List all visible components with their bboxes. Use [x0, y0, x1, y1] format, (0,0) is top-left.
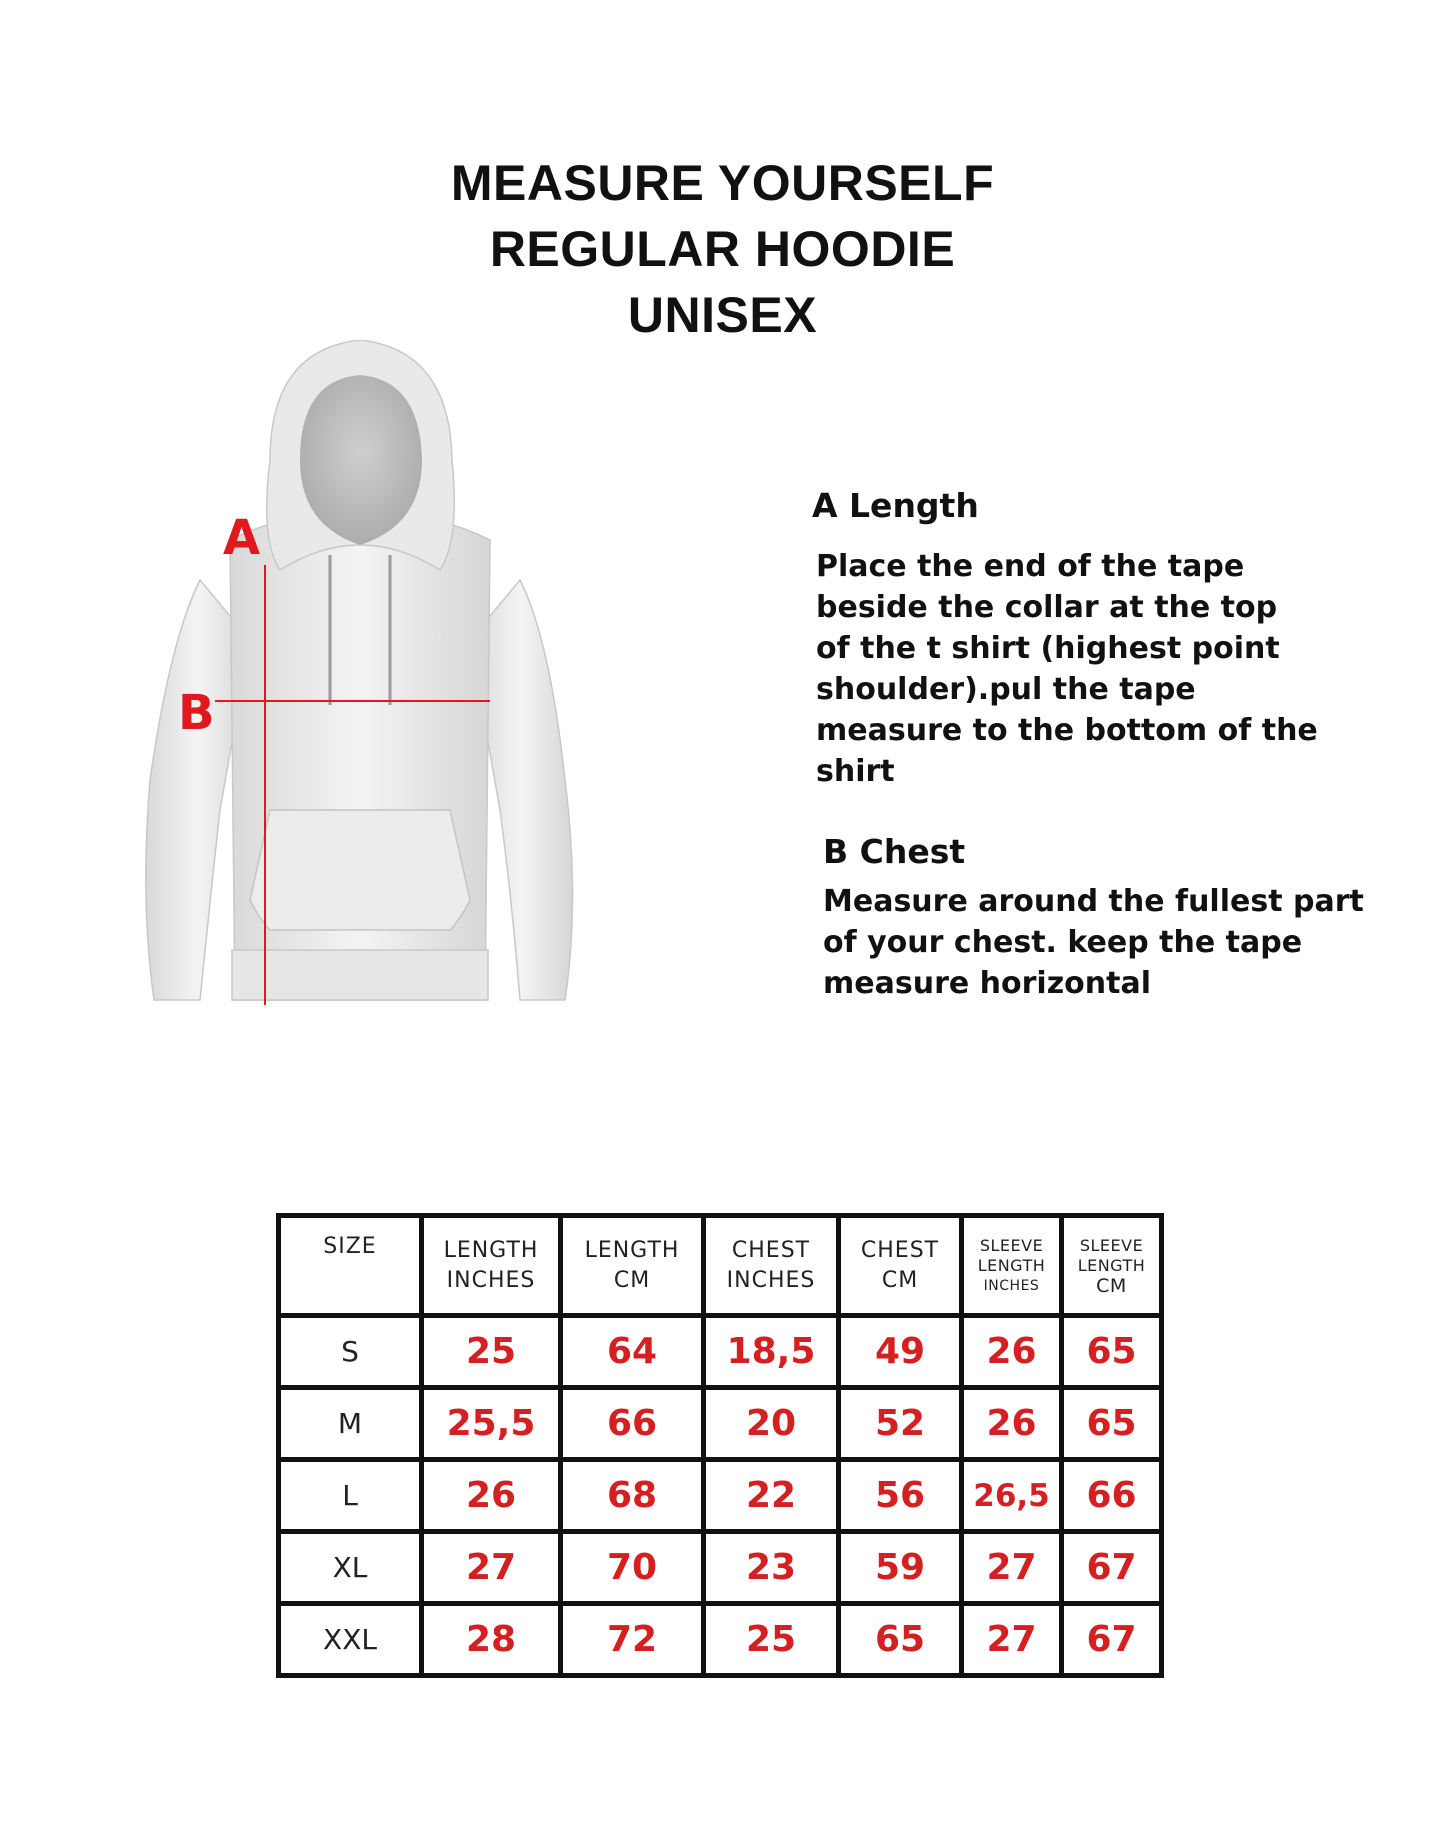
size-cell: M	[281, 1390, 419, 1457]
value-cell: 25	[706, 1606, 836, 1673]
table-row	[281, 1606, 1159, 1673]
header-length-inches: LENGTH INCHES	[424, 1218, 558, 1313]
section-a-line: measure to the bottom of the	[816, 713, 1318, 748]
value-cell: 22	[706, 1462, 836, 1529]
waistband	[232, 950, 488, 1000]
section-b-text	[823, 881, 1423, 1004]
value-cell: 25	[424, 1318, 558, 1385]
size-cell: XXL	[281, 1606, 419, 1673]
value-cell: 27	[964, 1534, 1059, 1601]
table-row	[281, 1318, 1159, 1385]
marker-a: A	[223, 510, 261, 566]
page-title	[0, 150, 1445, 348]
value-cell: 65	[841, 1606, 959, 1673]
value-cell: 27	[964, 1606, 1059, 1673]
value-cell: 25,5	[424, 1390, 558, 1457]
value-cell: 70	[563, 1534, 701, 1601]
size-cell: S	[281, 1318, 419, 1385]
value-cell: 65	[1064, 1390, 1159, 1457]
table-row	[281, 1534, 1159, 1601]
section-a-heading: A Length	[812, 486, 979, 525]
size-cell: XL	[281, 1534, 419, 1601]
value-cell: 28	[424, 1606, 558, 1673]
marker-b: B	[178, 685, 215, 741]
value-cell: 66	[1064, 1462, 1159, 1529]
title-line-3: UNISEX	[627, 287, 818, 343]
header-sleeve-cm: SLEEVE LENGTH CM	[1064, 1218, 1159, 1313]
value-cell: 52	[841, 1390, 959, 1457]
value-cell: 26	[424, 1462, 558, 1529]
size-chart-table	[276, 1213, 1146, 1678]
section-a-text	[816, 546, 1376, 792]
value-cell: 26,5	[964, 1462, 1059, 1529]
section-b-line: measure horizontal	[823, 966, 1151, 1001]
section-a-line: beside the collar at the top	[816, 590, 1278, 625]
section-b-heading: B Chest	[823, 832, 966, 871]
value-cell: 68	[563, 1462, 701, 1529]
section-a-line: of the t shirt (highest point	[816, 631, 1280, 666]
section-a-line: shirt	[816, 754, 895, 789]
value-cell: 23	[706, 1534, 836, 1601]
header-sleeve-inches: SLEEVE LENGTH INCHES	[964, 1218, 1059, 1313]
value-cell: 67	[1064, 1534, 1159, 1601]
section-b-line: of your chest. keep the tape	[823, 925, 1303, 960]
header-size: SIZE	[281, 1218, 419, 1313]
section-a-line: shoulder).pul the tape	[816, 672, 1196, 707]
header-chest-inches: CHEST INCHES	[706, 1218, 836, 1313]
section-a-line: Place the end of the tape	[816, 549, 1245, 584]
value-cell: 18,5	[706, 1318, 836, 1385]
value-cell: 59	[841, 1534, 959, 1601]
value-cell: 65	[1064, 1318, 1159, 1385]
value-cell: 72	[563, 1606, 701, 1673]
size-cell: L	[281, 1462, 419, 1529]
value-cell: 26	[964, 1318, 1059, 1385]
value-cell: 64	[563, 1318, 701, 1385]
value-cell: 20	[706, 1390, 836, 1457]
value-cell: 66	[563, 1390, 701, 1457]
section-b-line: Measure around the fullest part	[823, 884, 1364, 919]
value-cell: 26	[964, 1390, 1059, 1457]
value-cell: 27	[424, 1534, 558, 1601]
table-row	[281, 1390, 1159, 1457]
value-cell: 67	[1064, 1606, 1159, 1673]
header-chest-cm: CHEST CM	[841, 1218, 959, 1313]
header-length-cm: LENGTH CM	[563, 1218, 701, 1313]
kangaroo-pocket	[250, 810, 470, 930]
title-line-1: MEASURE YOURSELF	[450, 155, 995, 211]
table-row	[281, 1462, 1159, 1529]
title-line-2: REGULAR HOODIE	[489, 221, 956, 277]
table-header-row	[281, 1218, 1159, 1313]
value-cell: 56	[841, 1462, 959, 1529]
hoodie-diagram	[140, 340, 580, 1020]
value-cell: 49	[841, 1318, 959, 1385]
